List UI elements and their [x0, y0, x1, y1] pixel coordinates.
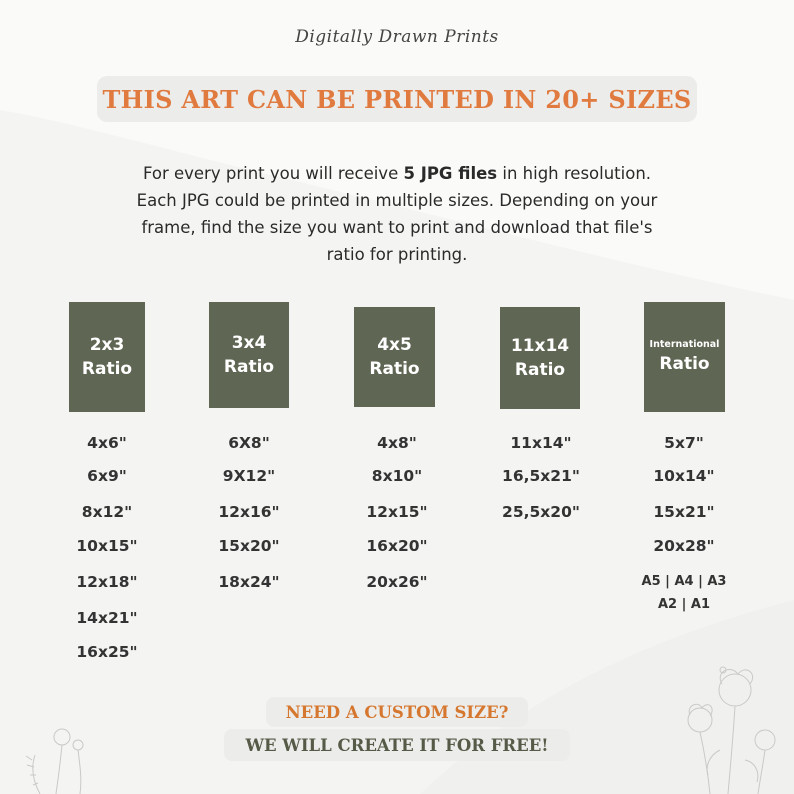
size-item: 8x10"	[371, 467, 423, 485]
size-item: 6x9"	[87, 467, 127, 485]
size-item: 20x26"	[366, 573, 428, 591]
ratio-box-2x3	[69, 302, 145, 412]
size-item: 16x20"	[366, 537, 428, 555]
ratio-label: International	[649, 339, 720, 350]
cta-line2: WE WILL CREATE IT FOR FREE!	[245, 735, 549, 755]
ratio-box-4x5	[354, 307, 435, 407]
intro-line4: ratio for printing.	[326, 245, 468, 264]
size-item: 14x21"	[76, 609, 138, 627]
free-creation-banner	[224, 729, 570, 761]
ratio-box-international	[644, 302, 725, 412]
ratio-box-3x4	[209, 302, 289, 408]
ratio-sub-label: Ratio	[659, 354, 710, 374]
brand-title: Digitally Drawn Prints	[295, 27, 499, 47]
size-item: 11x14"	[510, 434, 572, 452]
ratio-box-11x14	[500, 307, 580, 409]
wildflowers-icon	[20, 715, 100, 794]
size-item: 4x6"	[87, 434, 127, 452]
intro-line3: frame, find the size you want to print and download that file's	[141, 218, 653, 237]
ratio-sub-label: Ratio	[81, 359, 133, 379]
intro-line1-bold: 5 JPG files	[403, 164, 498, 183]
intro-line1-pre: For every print you will receive	[142, 164, 404, 183]
size-item: 12x16"	[218, 503, 280, 521]
size-item: 12x18"	[76, 573, 138, 591]
ratio-label: 4x5	[377, 335, 412, 355]
cta-line1: NEED A CUSTOM SIZE?	[285, 702, 509, 722]
size-item: 18x24"	[218, 573, 280, 591]
size-item: 25,5x20"	[502, 503, 580, 521]
size-item: 10x15"	[76, 537, 138, 555]
size-item: 15x20"	[218, 537, 280, 555]
size-item: A5 | A4 | A3	[641, 574, 727, 589]
ratio-sub-label: Ratio	[369, 359, 420, 379]
size-item: 9X12"	[222, 467, 276, 485]
custom-size-banner	[266, 697, 528, 727]
size-item: 10x14"	[653, 467, 715, 485]
ratio-label: 2x3	[89, 335, 125, 355]
size-item: 16,5x21"	[502, 467, 580, 485]
intro-line2: Each JPG could be printed in multiple sizes. Depending on your	[136, 191, 658, 210]
intro-line1-post: in high resolution.	[497, 164, 652, 183]
poppy-flowers-icon	[660, 650, 794, 794]
size-item: 4x8"	[377, 434, 417, 452]
size-item: 15x21"	[653, 503, 715, 521]
headline-banner	[97, 76, 697, 122]
ratio-label: 3x4	[231, 333, 267, 353]
ratio-sub-label: Ratio	[514, 360, 566, 380]
size-item: 16x25"	[76, 643, 138, 661]
headline: THIS ART CAN BE PRINTED IN 20+ SIZES	[102, 84, 692, 114]
intro-text	[110, 160, 684, 268]
ratio-label: 11x14	[510, 336, 570, 356]
ratio-sub-label: Ratio	[223, 357, 275, 377]
size-item: A2 | A1	[657, 597, 710, 612]
size-item: 5x7"	[664, 434, 704, 452]
size-item: 20x28"	[653, 537, 715, 555]
size-item: 12x15"	[366, 503, 428, 521]
size-item: 6X8"	[228, 434, 270, 452]
size-item: 8x12"	[81, 503, 133, 521]
